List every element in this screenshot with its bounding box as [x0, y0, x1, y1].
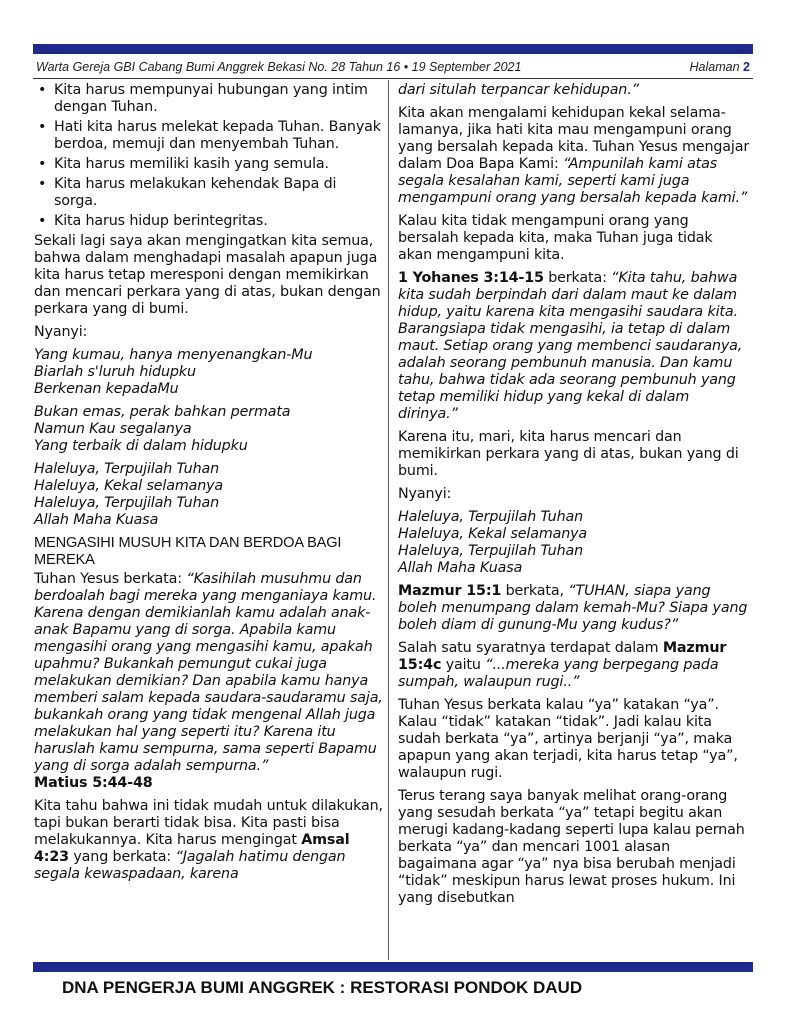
song-line: Yang terbaik di dalam hidupku	[34, 438, 248, 454]
bullet-list	[34, 82, 384, 230]
header-page-label: Halaman	[689, 60, 740, 74]
header-divider	[33, 78, 753, 79]
left-column	[34, 82, 384, 889]
song-label: Nyanyi:	[398, 486, 452, 502]
scripture-quote: “Kasihilah musuhmu dan berdoalah bagi mereka yang menganiaya kamu. Karena dengan demikianlah kamu adalah anak-anak Bapamu yang di sorga. Apabila kamu mengasihi orang yang mengasihi kamu, apakah upahmu? Bukankah pemungut cukai juga melakukan demikian? Dan apabila kamu hanya memberi salam kepada saudara-saudaramu saja, bukankah orang yang tidak mengenal Allah juga melakukan hal yang seperti itu? Karena itu haruslah kamu sempurna, sama seperti Bapamu yang di sorga adalah sempurna.”	[34, 571, 383, 774]
paragraph	[398, 270, 750, 423]
paragraph: Sekali lagi saya akan mengingatkan kita semua, bahwa dalam menghadapi masalah apapun juga kita harus tetap meresponi dengan memikirkan dan mencari perkara yang di atas, bukan dengan perkara yang di bumi.	[34, 233, 381, 317]
text: Kita akan mengalami kehidupan kekal selama-lamanya, jika hati kita mau mengampuni orang yang bersalah kepada kita. Tuhan Yesus mengajar dalam Doa Bapa Kami:	[398, 105, 750, 172]
text: berkata:	[543, 270, 612, 286]
top-rule-bar	[33, 44, 753, 54]
paragraph: Tuhan Yesus berkata kalau “ya” katakan “ya”. Kalau “tidak” katakan “tidak”. Jadi kalau kita sudah berkata “ya”, artinya berjanji “ya”, maka apapun yang akan terjadi, kita harus tetap “ya”, walaupun rugi.	[398, 697, 738, 781]
song-chorus	[34, 461, 384, 529]
scripture-quote: “...mereka yang berpegang pada sumpah, walaupun rugi..”	[398, 657, 719, 690]
paragraph	[34, 571, 384, 792]
song-line: Haleluya, Terpujilah Tuhan	[398, 543, 584, 559]
song-line: Haleluya, Kekal selamanya	[34, 478, 224, 494]
song-line: Yang kumau, hanya menyenangkan-Mu	[34, 347, 313, 363]
header-publication: Warta Gereja GBI Cabang Bumi Anggrek Bekasi No. 28 Tahun 16 • 19 September 2021	[36, 60, 522, 74]
section-heading: MENGASIHI MUSUH KITA DAN BERDOA BAGI MEREKA	[34, 535, 342, 568]
song-verse	[34, 347, 384, 398]
song-label: Nyanyi:	[34, 324, 88, 340]
bullet-item: • Kita harus melakukan kehendak Bapa di sorga.	[34, 176, 384, 210]
page-footer: DNA PENGERJA BUMI ANGGREK : RESTORASI PONDOK DAUD	[62, 978, 583, 997]
paragraph	[398, 640, 750, 691]
song-line: Haleluya, Kekal selamanya	[398, 526, 588, 542]
scripture-reference: Amsal 4:23	[34, 832, 350, 865]
bullet-item: • Kita harus mempunyai hubungan yang intim dengan Tuhan.	[34, 82, 384, 116]
scripture-quote: “TUHAN, siapa yang boleh menumpang dalam kemah-Mu? Siapa yang boleh diam di gunung-Mu yang kudus?”	[398, 583, 748, 633]
scripture-quote: dari situlah terpancar kehidupan.”	[398, 82, 639, 98]
scripture-reference: Mazmur 15:1	[398, 583, 502, 599]
column-divider	[388, 80, 389, 960]
page-header	[36, 58, 752, 78]
scripture-quote: “Kita tahu, bahwa kita sudah berpindah dari dalam maut ke dalam hidup, yaitu karena kita mengasihi saudara kita. Barangsiapa tidak mengasihi, ia tetap di dalam maut. Setiap orang yang membenci saudaranya, adalah seorang pembunuh manusia. Dan kamu tahu, bahwa tidak ada seorang pembunuh yang tetap memiliki hidup yang kekal di dalam dirinya.”	[398, 270, 743, 422]
paragraph: Karena itu, mari, kita harus mencari dan memikirkan perkara yang di atas, bukan yang di bumi.	[398, 429, 739, 479]
song-line: Haleluya, Terpujilah Tuhan	[34, 495, 220, 511]
paragraph	[34, 798, 384, 883]
text: Salah satu syaratnya terdapat dalam	[398, 640, 663, 656]
scripture-reference: Mazmur 15:4c	[398, 640, 727, 673]
right-column	[398, 82, 750, 913]
song-chorus	[398, 509, 750, 577]
text: Tuhan Yesus berkata:	[34, 571, 187, 587]
text: yaitu	[441, 657, 486, 673]
header-page-number: 2	[743, 60, 750, 74]
paragraph: Kalau kita tidak mengampuni orang yang bersalah kepada kita, maka Tuhan juga tidak akan mengampuni kita.	[398, 213, 713, 263]
text: Kita tahu bahwa ini tidak mudah untuk dilakukan, tapi bukan berarti tidak bisa. Kita pasti bisa melakukannya. Kita harus mengingat	[34, 798, 383, 848]
song-line: Bukan emas, perak bahkan permata	[34, 404, 291, 420]
song-line: Allah Maha Kuasa	[34, 512, 159, 528]
bottom-rule-bar	[33, 962, 753, 972]
text: berkata,	[501, 583, 569, 599]
song-line: Allah Maha Kuasa	[398, 560, 523, 576]
song-line: Namun Kau segalanya	[34, 421, 192, 437]
song-line: Haleluya, Terpujilah Tuhan	[34, 461, 220, 477]
header-page	[690, 60, 750, 74]
song-line: Berkenan kepadaMu	[34, 381, 179, 397]
bullet-item: • Hati kita harus melekat kepada Tuhan. Banyak berdoa, memuji dan menyembah Tuhan.	[34, 119, 384, 153]
paragraph	[398, 583, 750, 634]
scripture-reference: Matius 5:44-48	[34, 775, 153, 791]
text: yang berkata:	[68, 849, 176, 865]
paragraph	[398, 105, 750, 207]
bullet-item: • Kita harus memiliki kasih yang semula.	[34, 156, 384, 173]
song-line: Haleluya, Terpujilah Tuhan	[398, 509, 584, 525]
song-verse	[34, 404, 384, 455]
song-line: Biarlah s'luruh hidupku	[34, 364, 196, 380]
scripture-quote: “Jagalah hatimu dengan segala kewaspadaan, karena	[34, 849, 346, 882]
scripture-quote: “Ampunilah kami atas segala kesalahan kami, seperti kami juga mengampuni orang yang bersalah kepada kami.”	[398, 156, 748, 206]
scripture-reference: 1 Yohanes 3:14-15	[398, 270, 544, 286]
paragraph: Terus terang saya banyak melihat orang-orang yang sesudah berkata “ya” tetapi begitu akan merugi kadang-kadang seperti lupa kalau pernah berkata “ya” dan mencari 1001 alasan bagaimana agar “ya” nya bisa berubah menjadi “tidak” meskipun harus lewat proses hukum. Ini yang disebutkan	[398, 788, 745, 906]
bullet-item: • Kita harus hidup berintegritas.	[34, 213, 384, 230]
